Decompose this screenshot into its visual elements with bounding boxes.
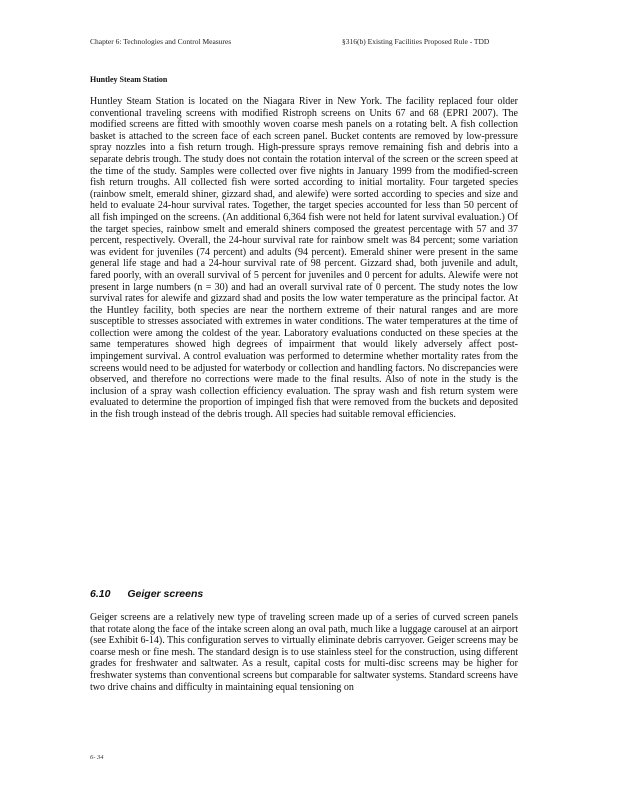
section-heading — [90, 588, 203, 600]
paragraph-geiger: Geiger screens are a relatively new type of traveling screen made up of a series of curved screen panels that rotate along the face of the intake screen along an oval path, much like a luggage carousel at an airport (see Exhibit 6-14). This configuration serves to virtually eliminate debris carryover. Geiger screens may be coarse mesh or fine mesh. The standard design is to use stainless steel for the construction, using different grades for freshwater and saltwater. As a result, capital costs for multi-disc screens may be higher for freshwater systems than conventional screens but comparable for saltwater systems. Standard screens have two drive chains and difficulty in maintaining equal tensioning on — [90, 612, 519, 693]
page-number: 6- 34 — [90, 754, 104, 761]
subsection-heading: Huntley Steam Station — [90, 75, 168, 84]
paragraph-huntley: Huntley Steam Station is located on the Niagara River in New York. The facility replaced four older conventional traveling screens with modified Ristroph screens on Units 67 and 68 (EPRI 2007). The modified screens are fitted with smoothly woven coarse mesh panels on a rotating belt. A fish collection basket is attached to the screen face of each screen panel. Bucket contents are removed by low-pressure spray nozzles into a fish return trough. High-pressure sprays remove remaining fish and debris into a separate debris trough. The study does not contain the rotation interval of the screen or the screen speed at the time of the study. Samples were collected over five nights in January 1999 from the modified-screen fish return troughs. All collected fish were sorted according to initial mortality. Four targeted species (rainbow smelt, emerald shiner, gizzard shad, and alewife) were sorted according to species and size and held to evaluate 24-hour survival rates. Together, the target species accounted for less than 50 percent of all fish impinged on the screens. (An additional 6,364 fish were not held for latent survival evaluation.) Of the target species, rainbow smelt and emerald shiners composed the greatest percentage with 57 and 37 percent, respectively. Overall, the 24-hour survival rate for rainbow smelt was 84 percent; some variation was evident for juveniles (74 percent) and adults (94 percent). Emerald shiner were present in the same general life stage and had a 24-hour survival rate of 98 percent. Gizzard shad, both juvenile and adult, fared poorly, with an overall survival of 5 percent for juveniles and 0 percent for adults. Alewife were not present in large numbers (n = 30) and had an overall survival rate of 0 percent. The study notes the low survival rates for alewife and gizzard shad and posits the low water temperature as the principal factor. At the Huntley facility, both species are near the northern extreme of their natural ranges and are more susceptible to stresses associated with extremes in water conditions. The water temperatures at the time of collection were among the coldest of the year. Laboratory evaluations conducted on these species at the same temperatures showed high degrees of impairment that would likely adversely affect post-impingement survival. A control evaluation was performed to determine whether mortality rates from the screens would need to be adjusted for waterbody or collection and handling factors. No discrepancies were observed, and therefore no corrections were made to the final results. Also of note in the study is the inclusion of a spray wash collection efficiency evaluation. The spray wash and fish return system were evaluated to determine the proportion of impinged fish that were removed from the buckets and deposited in the fish trough instead of the debris trough. All species had suitable removal efficiencies. — [90, 96, 518, 421]
section-title-text: Geiger screens — [127, 588, 204, 600]
running-header-title: §316(b) Existing Facilities Proposed Rule - TDD — [342, 37, 490, 46]
section-number: 6.10 — [90, 588, 111, 600]
running-header-chapter: Chapter 6: Technologies and Control Measures — [90, 37, 232, 46]
